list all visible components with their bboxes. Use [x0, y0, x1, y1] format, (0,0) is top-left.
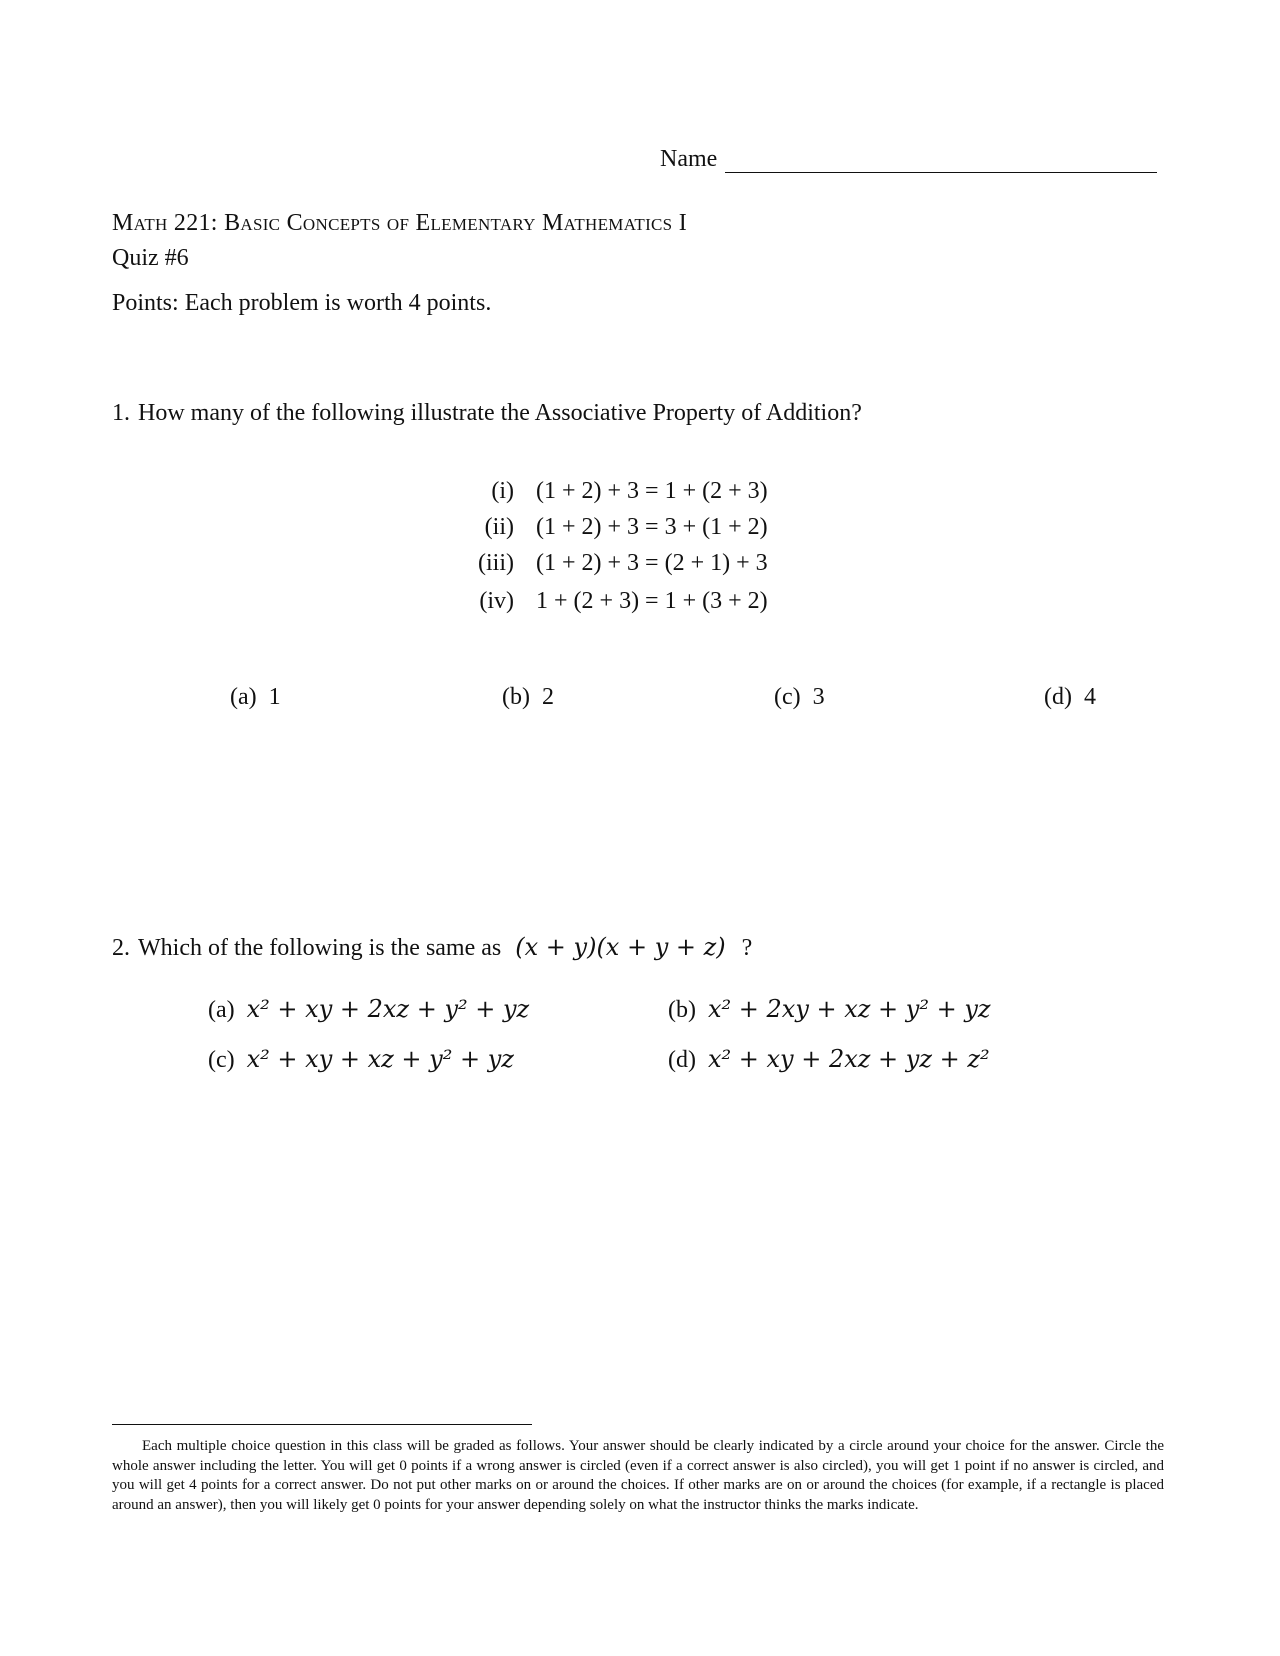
course-title: Math 221: Basic Concepts of Elementary Mathematics I: [112, 210, 688, 236]
choice-value: 1: [268, 684, 281, 710]
question-1-stem: [112, 400, 862, 427]
points-text: Points: Each problem is worth 4 points.: [112, 290, 492, 316]
choice-value: x² + xy + xz + y² + yz: [246, 1045, 514, 1073]
answer-choice-a[interactable]: [208, 995, 529, 1024]
question-text: Which of the following is the same as: [138, 935, 502, 961]
answer-choice-c[interactable]: [774, 684, 825, 711]
footnote-divider: [112, 1424, 532, 1425]
quiz-label: Quiz #6: [112, 245, 189, 271]
answer-choice-c[interactable]: [208, 1045, 514, 1074]
choice-value: x² + xy + 2xz + yz + z²: [707, 1045, 990, 1073]
statement-label: (iii): [478, 550, 514, 576]
question-2-stem: [112, 933, 752, 962]
answer-choice-d[interactable]: [668, 1045, 990, 1074]
course-name: Basic Concepts of Elementary Mathematics I: [224, 210, 688, 236]
statement-label: (ii): [484, 514, 514, 540]
answer-choice-a[interactable]: [230, 684, 281, 711]
statement-label: (iv): [479, 588, 514, 614]
statement-expression: 1 + (2 + 3) = 1 + (3 + 2): [536, 588, 768, 614]
name-blank-line[interactable]: [725, 148, 1157, 173]
question-number: 1.: [112, 400, 130, 426]
statement-expression: (1 + 2) + 3 = (2 + 1) + 3: [536, 550, 768, 576]
choice-value: x² + xy + 2xz + y² + yz: [246, 995, 530, 1023]
choice-label: (a): [208, 997, 235, 1023]
choice-label: (d): [1044, 684, 1072, 710]
choice-label: (d): [668, 1047, 696, 1073]
statement-expression: (1 + 2) + 3 = 1 + (2 + 3): [536, 478, 768, 504]
choice-label: (c): [208, 1047, 235, 1073]
answer-choice-b[interactable]: [668, 995, 991, 1024]
question-expression: (x + y)(x + y + z): [515, 933, 726, 961]
choice-value: 3: [812, 684, 825, 710]
name-field[interactable]: [660, 146, 1157, 173]
choice-label: (a): [230, 684, 257, 710]
choice-label: (c): [774, 684, 801, 710]
question-text: How many of the following illustrate the Associative Property of Addition?: [138, 400, 862, 426]
answer-choice-b[interactable]: [502, 684, 554, 711]
choice-value: 4: [1083, 684, 1096, 710]
course-code: Math 221: [112, 210, 211, 236]
question-mark: ?: [741, 935, 753, 961]
choice-value: x² + 2xy + xz + y² + yz: [707, 995, 991, 1023]
name-label: Name: [660, 146, 718, 172]
question-1-statements: [454, 478, 814, 628]
question-number: 2.: [112, 935, 130, 961]
statement-expression: (1 + 2) + 3 = 3 + (1 + 2): [536, 514, 768, 540]
choice-label: (b): [668, 997, 696, 1023]
footnote-text: Each multiple choice question in this class will be graded as follows. Your answer should be clearly indicated by a circle around your choice for the answer. Circle the whole answer including the letter. You will get 0 points if a wrong answer is circled (even if a correct answer is also circled), you will get 1 point if no answer is circled, and you will get 4 points for a correct answer. Do not put other marks on or around the choices. If other marks are on or around the choices (for example, if a rectangle is placed around an answer), then you will likely get 0 points for your answer depending solely on what the instructor thinks the marks indicate.: [112, 1438, 1164, 1513]
statement-label: (i): [491, 478, 514, 504]
choice-label: (b): [502, 684, 530, 710]
answer-choice-d[interactable]: [1044, 684, 1096, 711]
choice-value: 2: [541, 684, 554, 710]
